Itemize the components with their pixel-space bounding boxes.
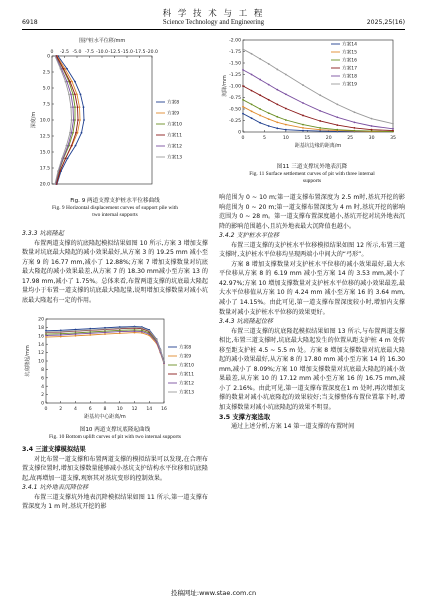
series-point <box>148 333 150 335</box>
page-number: 6918 <box>22 19 38 26</box>
footer-url: 投稿网址:www.stae.com.cn <box>170 589 257 597</box>
series-point <box>276 121 278 123</box>
x-tick-label: 0 <box>50 50 54 55</box>
series-point <box>80 94 82 96</box>
fig10-svg <box>22 313 208 425</box>
series-point <box>70 106 72 108</box>
series-point <box>141 327 143 329</box>
fig9-caption <box>22 197 208 219</box>
y-tick-label: 20.0 <box>39 182 50 188</box>
x-tick-label: -2.5 <box>60 50 69 55</box>
series-point <box>251 117 253 119</box>
series-point <box>319 110 321 112</box>
x-tick-label: -10.0 <box>96 50 108 55</box>
series-point <box>63 68 65 70</box>
series-point <box>285 119 287 121</box>
heading-3-4-3: 3.4.3 坑底隆起位移 <box>219 318 274 326</box>
series-point <box>45 334 47 336</box>
x-tick-label: -17.5 <box>133 50 146 55</box>
y-tick-label: 10.0 <box>39 118 50 124</box>
paragraph: 布置三道支撑的坑底隆起模拟结果如图 13 所示,与布置两道支撑相比,布置三道支撑时,坑底最大隆起发生的位置从距支护桩 4 m 处转移至距支护桩 4.5 ~ 5.5 m 处。方案 8 增加支撑数量对坑底最大隆起的减小效果最好,从方案 8 的 17.80 mm 减小至方案 14 的 16.30 mm,减小了 8.09%;方案 10 增加支撑数量对坑底最大隆起的减小效果最差,从方案 10 的 17.12 mm 减小至方案 16 的 16.75 mm,减小了 2.16%。由此可见,第一道支撑布置深度在1 m 处时,再次增加支撑的数量对减小坑底隆起的效果较好;当支撑整体布置位置靠下时,增加支撑数量对减小坑底隆起的效果不明显。 <box>219 327 405 412</box>
x-axis-label: 围护桩水平位移/mm <box>78 38 126 44</box>
fig11-caption-en-1: Fig. 11 Surface settlement curves of pit with three internal <box>249 171 375 177</box>
y-tick-label: 18 <box>38 326 44 331</box>
series-point <box>302 115 304 117</box>
series-line <box>55 56 72 184</box>
paragraph: 响范围为 0 ~ 10 m;第一道支撑布置深度为 2.5 m时,基坑开挖的影响范围为 0 ~ 20 m;第一道支撑布置深度为 4 m 时,基坑开挖的影响范围为 0 ~ 28 m。第一道支撑布置深度越小,基坑开挖对坑外地表沉降的影响范围越小,且坑外地表最大沉降值也越小。 <box>219 194 405 230</box>
y-tick-label: 16 <box>38 334 44 340</box>
series-point <box>83 119 85 121</box>
fig9-caption-en-2: two internal supports <box>92 212 138 218</box>
series-point <box>268 118 270 120</box>
series-point <box>45 336 47 338</box>
y-tick-label: -1.25 <box>229 73 241 79</box>
series-point <box>75 330 77 332</box>
x-tick-label: 10 <box>282 136 289 141</box>
series-point <box>354 111 356 113</box>
x-tick-label: 0 <box>44 407 48 412</box>
series-point <box>76 94 78 96</box>
fig11-caption-en-2: supports <box>302 178 322 184</box>
series-point <box>392 128 394 130</box>
journal-title: 科 学 技 术 与 工 程 <box>162 9 265 19</box>
series-point <box>242 48 244 50</box>
series-point <box>89 329 91 331</box>
legend-label: 方案19 <box>342 82 358 88</box>
series-point <box>83 106 85 108</box>
series-point <box>251 74 253 76</box>
x-tick-label: 8 <box>103 407 107 412</box>
series-point <box>89 332 91 334</box>
legend-label: 方案11 <box>167 133 183 139</box>
y-tick-label: 5.0 <box>42 86 50 92</box>
series-point <box>54 55 56 57</box>
fig9-caption-cn: Fig. 9 两道支撑支护桩水平位移曲线 <box>70 198 160 204</box>
series-point <box>392 123 394 125</box>
series-point <box>251 53 253 55</box>
series-point <box>302 84 304 86</box>
y-axis-label: 坑底隆起/mm <box>25 345 31 377</box>
series-point <box>285 93 287 95</box>
series-line <box>243 49 393 124</box>
series-point <box>75 145 77 147</box>
series-point <box>54 183 56 185</box>
journal-title-en: Science Technology and Engineering <box>162 19 265 26</box>
fig11-svg <box>219 34 405 161</box>
series-point <box>74 106 76 108</box>
fig11-caption <box>219 163 405 185</box>
series-point <box>354 121 356 123</box>
x-tick-label: 0 <box>241 136 245 141</box>
paragraph: 通过上述分析,方案 14 第一道支撑的布置时间 <box>231 423 355 431</box>
series-point <box>159 349 161 351</box>
heading-3-3-3: 3.3.3 坑底隆起 <box>22 230 64 237</box>
x-tick-label: 5 <box>262 136 266 141</box>
x-tick-label: 16 <box>161 407 167 412</box>
x-tick-label: -7.5 <box>85 50 94 55</box>
y-tick-label: 2 <box>41 393 44 399</box>
series-point <box>242 113 244 115</box>
heading-3-4-1: 3.4.1 坑外地表沉降位移 <box>22 484 89 492</box>
series-point <box>251 90 253 92</box>
legend-label: 方案10 <box>167 122 183 128</box>
series-point <box>119 331 121 333</box>
x-tick-label: 14 <box>146 407 153 412</box>
x-tick-label: 10 <box>116 407 123 412</box>
fig10-chart <box>22 313 208 425</box>
series-point <box>336 124 338 126</box>
y-tick-label: 10 <box>38 359 44 365</box>
legend-label: 方案11 <box>179 372 195 378</box>
series-point <box>66 68 68 70</box>
series-point <box>71 119 73 121</box>
series-point <box>251 110 253 112</box>
series-point <box>336 129 338 131</box>
series-point <box>79 106 81 108</box>
fig11-caption-cn: 图11 三道支撑坑外地表沉降 <box>276 164 348 170</box>
y-tick-label: 2.5 <box>42 70 50 76</box>
legend-label: 方案9 <box>179 354 192 360</box>
x-tick-label: -12.5 <box>108 50 121 55</box>
paragraph: 布置三道支撑的支护桩水平位移模拟结果如图 12 所示,布置三道支撑时,支护桩水平位移均呈现两端小中间大的“弓形”。 <box>219 241 405 259</box>
series-point <box>66 145 68 147</box>
y-tick-label: 12.5 <box>39 134 50 140</box>
series-point <box>319 127 321 129</box>
left-column-lower <box>22 445 208 512</box>
series-point <box>319 120 321 122</box>
series-line <box>243 114 393 132</box>
series-point <box>73 119 75 121</box>
series-point <box>45 331 47 333</box>
series-point <box>242 99 244 101</box>
legend-label: 方案16 <box>342 58 358 64</box>
series-point <box>69 81 71 83</box>
series-point <box>259 115 261 117</box>
series-point <box>371 125 373 127</box>
series-point <box>302 102 304 104</box>
fig10-caption-cn: 图10 两道支撑坑底隆起曲线 <box>79 427 151 433</box>
legend-label: 方案12 <box>167 144 183 150</box>
series-point <box>259 58 261 60</box>
x-tick-label: 35 <box>390 136 396 141</box>
series-point <box>371 129 373 131</box>
series-point <box>285 124 287 126</box>
y-tick-label: 17.5 <box>39 166 50 172</box>
series-point <box>71 81 73 83</box>
series-line <box>243 100 393 132</box>
heading-3-4-2: 3.4.2 支护桩水平位移 <box>219 232 280 240</box>
series-point <box>81 132 83 134</box>
legend-label: 方案10 <box>179 363 195 369</box>
series-point <box>60 331 62 333</box>
series-point <box>60 334 62 336</box>
x-axis-label: 距基坑边缘的距离/m <box>294 143 342 149</box>
series-point <box>69 132 71 134</box>
series-point <box>319 94 321 96</box>
series-point <box>79 119 81 121</box>
header-rule <box>22 29 405 30</box>
y-tick-label: 4 <box>41 384 44 390</box>
series-point <box>65 158 67 160</box>
series-point <box>242 106 244 108</box>
y-tick-label: 0 <box>238 130 241 136</box>
series-point <box>74 94 76 96</box>
series-point <box>77 119 79 121</box>
series-point <box>89 334 91 336</box>
fig11-chart <box>219 34 405 161</box>
fig10-caption-en: Fig. 10 Bottom uplift curves of pit with two internal supports <box>49 434 181 440</box>
series-point <box>268 112 270 114</box>
fig9-caption-en-1: Fig. 9 Horizontal displacement curves of support pile with <box>52 205 178 211</box>
y-tick-label: -1.00 <box>229 84 241 90</box>
y-tick-label: 15.0 <box>39 150 50 156</box>
series-point <box>259 94 261 96</box>
y-tick-label: -1.50 <box>229 61 241 67</box>
series-point <box>276 116 278 118</box>
y-tick-label: 0 <box>41 401 44 407</box>
series-point <box>75 335 77 337</box>
series-point <box>119 332 121 334</box>
series-point <box>371 118 373 120</box>
series-point <box>285 108 287 110</box>
heading-3-5: 3.5 支撑方案选取 <box>219 413 271 421</box>
series-point <box>77 106 79 108</box>
series-point <box>276 69 278 71</box>
paragraph: 布置三道支撑坑外地表沉降模拟结果如图 11 所示,第一道支撑布置深度为 1 m 时,基坑开挖的影 <box>22 493 208 511</box>
fig10-caption <box>22 426 208 441</box>
series-point <box>242 85 244 87</box>
legend-label: 方案17 <box>342 66 358 72</box>
right-column <box>219 193 405 432</box>
series-point <box>70 94 72 96</box>
series-point <box>60 68 62 70</box>
y-tick-label: 12 <box>38 351 44 357</box>
y-tick-label: -0.25 <box>229 119 241 125</box>
series-point <box>302 130 304 132</box>
y-tick-label: -1.75 <box>229 50 241 56</box>
series-point <box>57 170 59 172</box>
series-point <box>392 130 394 132</box>
series-point <box>268 125 270 127</box>
series-point <box>354 130 356 132</box>
legend-label: 方案12 <box>179 381 195 387</box>
series-point <box>61 158 63 160</box>
series-point <box>268 84 270 86</box>
y-axis-label: 沉降/mm <box>222 75 228 97</box>
y-axis-label: 深度/m <box>31 111 37 129</box>
series-point <box>75 333 77 335</box>
series-point <box>141 331 143 333</box>
series-point <box>268 99 270 101</box>
series-point <box>259 79 261 81</box>
series-point <box>148 330 150 332</box>
series-point <box>104 332 106 334</box>
series-point <box>336 104 338 106</box>
legend-label: 方案9 <box>167 111 180 117</box>
y-tick-label: -2.00 <box>229 38 241 44</box>
series-point <box>285 74 287 76</box>
x-tick-label: 2 <box>59 407 63 412</box>
series-point <box>60 336 62 338</box>
series-point <box>285 129 287 131</box>
series-point <box>319 129 321 131</box>
series-point <box>259 108 261 110</box>
heading-3-4: 3.4 三道支撑模拟结果 <box>22 446 86 453</box>
series-point <box>72 94 74 96</box>
left-column-upper <box>22 229 208 305</box>
paragraph: 方案 8 增加支撑数量对支护桩水平位移的减小效果最好,最大水平位移从方案 8 的 6.19 mm 减小至方案 14 的 3.53 mm,减小了 42.97%;方案 10 增加支撑数量对支护桩水平位移的减小效果最差,最大水平位移值从方案 10 的 4.24 mm 减小至方案 16 的 3.64 mm,减小了 14.15%。由此可见,第一道支撑布置深度较小时,增加内支撑数量对减小支护桩水平位移的效果更好。 <box>219 260 405 316</box>
x-tick-label: -5.0 <box>72 50 82 55</box>
y-tick-label: -0.75 <box>229 96 241 102</box>
series-point <box>251 104 253 106</box>
legend-label: 方案8 <box>179 345 192 351</box>
series-point <box>156 339 158 341</box>
y-tick-label: -0.50 <box>229 107 241 113</box>
series-point <box>71 145 73 147</box>
series-point <box>72 106 74 108</box>
x-tick-label: 4 <box>74 407 77 412</box>
series-point <box>119 327 121 329</box>
series-point <box>74 81 76 83</box>
legend-label: 方案13 <box>179 390 195 396</box>
legend-label: 方案13 <box>167 155 183 161</box>
y-tick-label: 7.5 <box>42 102 50 108</box>
series-point <box>276 127 278 129</box>
series-line <box>46 331 164 363</box>
series-point <box>67 158 69 160</box>
x-tick-label: -20.0 <box>146 50 158 55</box>
legend-label: 方案15 <box>342 50 358 56</box>
x-tick-label: 6 <box>88 407 92 412</box>
fig9-chart <box>22 34 208 196</box>
series-line <box>243 86 393 131</box>
y-tick-label: 14 <box>38 342 44 348</box>
x-tick-label: 30 <box>368 136 375 141</box>
x-axis-label: 距基坑中心距离/m <box>84 414 126 420</box>
fig9-svg <box>22 34 208 196</box>
x-tick-label: 12 <box>131 407 138 412</box>
y-tick-label: 8 <box>41 368 44 373</box>
series-point <box>276 89 278 91</box>
y-tick-label: 6 <box>41 376 44 382</box>
y-tick-label: 0 <box>47 54 50 60</box>
legend-label: 方案18 <box>342 74 358 80</box>
x-tick-label: -15.0 <box>121 50 133 55</box>
series-point <box>354 127 356 129</box>
series-point <box>163 361 165 363</box>
y-tick-label: 20 <box>38 317 44 323</box>
series-point <box>336 116 338 118</box>
series-point <box>75 132 77 134</box>
legend-label: 方案8 <box>167 100 180 106</box>
series-point <box>302 127 304 129</box>
series-point <box>259 122 261 124</box>
series-line <box>46 333 164 364</box>
issue-info: 2025,25(16) <box>366 19 405 26</box>
series-point <box>104 333 106 335</box>
series-point <box>242 69 244 71</box>
legend-label: 方案14 <box>342 42 358 48</box>
x-tick-label: 20 <box>325 136 332 141</box>
x-tick-label: 25 <box>347 136 354 141</box>
series-point <box>104 328 106 330</box>
paragraph: 布置两道支撑的坑底隆起模拟结果如图 10 所示,方案 3 增加支撑数量对坑底最大隆起的减小效果最好,从方案 3 的 19.25 mm 减小至方案 9 的 16.77 mm,减小了 12.88%;方案 7 增加支撑数量对坑底最大隆起的减小效果最差,从方案 7 的 18.30 mm减小至方案 13 的 17.98 mm,减小了 1.75%。总体来看,布置两道支撑的坑底最大隆起量均小于布置一道支撑的坑底最大隆起量,说明增加支撑数量对减小坑底最大隆起有一定的作用。 <box>22 239 208 304</box>
series-point <box>68 94 70 96</box>
series-point <box>268 63 270 65</box>
series-point <box>134 330 136 332</box>
series-point <box>134 327 136 329</box>
x-tick-label: 15 <box>304 136 311 141</box>
series-point <box>302 124 304 126</box>
series-point <box>276 104 278 106</box>
series-point <box>65 81 67 83</box>
paragraph: 对比布置一道支撑和布置两道支撑的模拟结果可以发现,在合理布置支撑位置时,增加支撑数量能够减小基坑支护结构水平位移和坑底隆起,故再增加一道支撑,观察其对基坑变形的控制效果。 <box>22 455 208 482</box>
